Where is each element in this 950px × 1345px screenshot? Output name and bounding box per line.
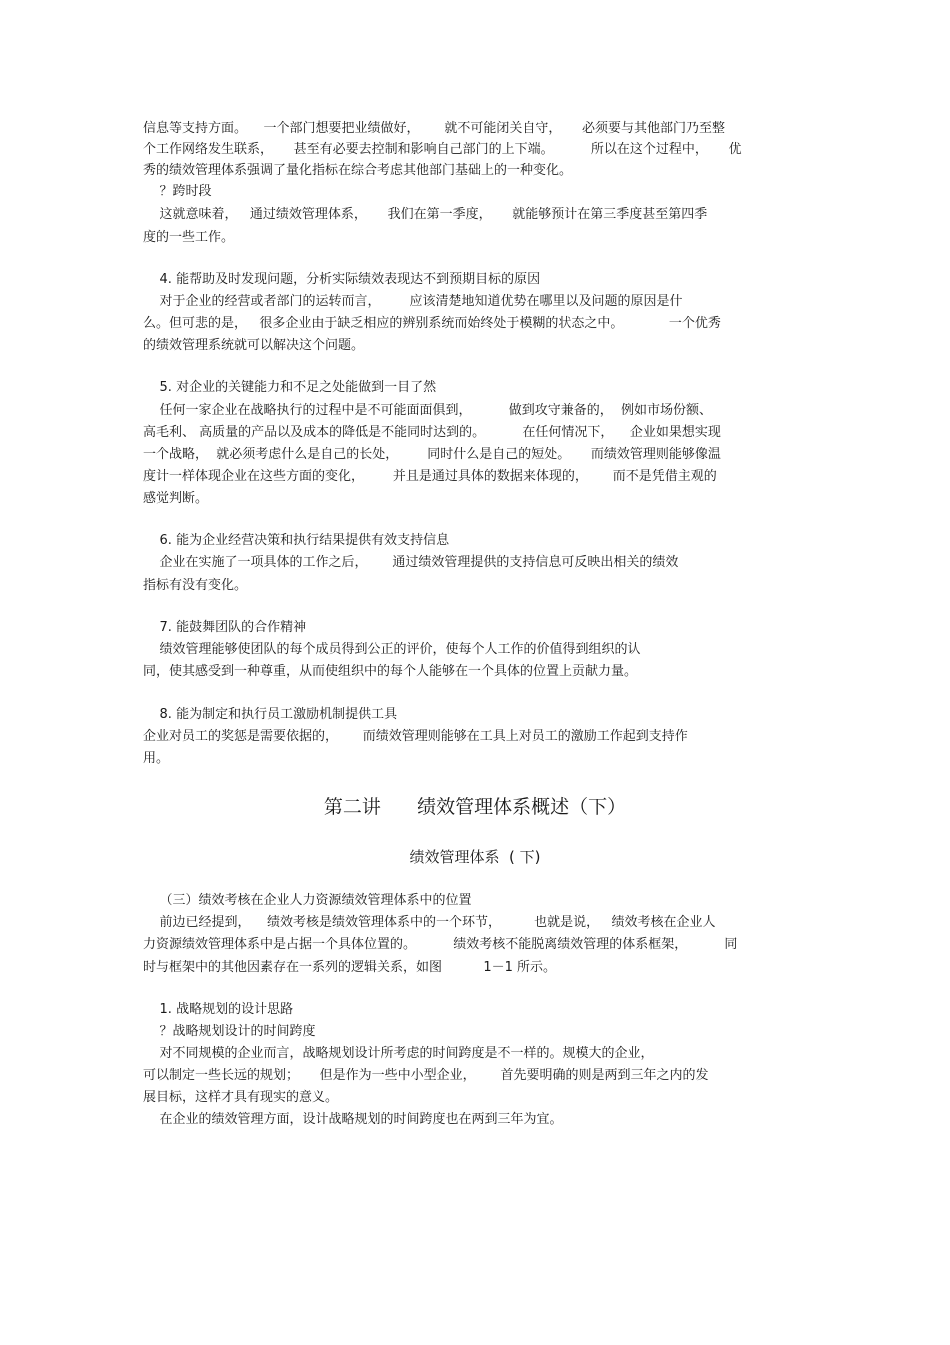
text-line: 企业对员工的奖惩是需要依据的， 而绩效管理则能够在工具上对员工的激励工作起到支持作 <box>143 729 688 744</box>
text-line: 时与框架中的其他因素存在一系列的逻辑关系，如图 1－1 所示。 <box>143 960 556 975</box>
text-line: 对于企业的经营或者部门的运转而言， 应该清楚地知道优势在哪里以及问题的原因是什 <box>143 294 683 309</box>
text-line: 任何一家企业在战略执行的过程中是不可能面面俱到， 做到攻守兼备的， 例如市场份额、 <box>143 403 712 418</box>
text-line: 一个战略， 就必须考虑什么是自己的长处， 同时什么是自己的短处。 而绩效管理则能够像温 <box>143 447 721 462</box>
text-line: 企业在实施了一项具体的工作之后， 通过绩效管理提供的支持信息可反映出相关的绩效 <box>143 555 679 570</box>
text-line: 力资源绩效管理体系中是占据一个具体位置的。 绩效考核不能脱离绩效管理的体系框架， 同 <box>143 937 738 952</box>
text-line: 对不同规模的企业而言，战略规划设计所考虑的时间跨度是不一样的。规模大的企业， <box>143 1046 654 1061</box>
text-line: 指标有没有变化。 <box>143 578 248 593</box>
text-line: 展目标，这样才具有现实的意义。 <box>143 1090 339 1105</box>
section-heading: 5. 对企业的关键能力和不足之处能做到一目了然 <box>143 380 437 395</box>
section-heading: 8. 能为制定和执行员工激励机制提供工具 <box>143 707 398 722</box>
text-line: 信息等支持方面。 一个部门想要把业绩做好， 就不可能闭关自守， 必须要与其他部门乃至整 <box>143 121 725 136</box>
text-line: ？战略规划设计的时间跨度 <box>143 1024 316 1039</box>
section-heading: 4. 能帮助及时发现问题，分析实际绩效表现达不到预期目标的原因 <box>143 272 541 287</box>
text-line: 高毛利、 高质量的产品以及成本的降低是不能同时达到的。 在任何情况下， 企业如果想实现 <box>143 425 721 440</box>
section-heading: （三）绩效考核在企业人力资源绩效管理体系中的位置 <box>143 893 472 908</box>
text-line: 同，使其感受到一种尊重，从而使组织中的每个人能够在一个具体的位置上贡献力量。 <box>143 664 638 679</box>
text-line: 个工作网络发生联系， 甚至有必要去控制和影响自己部门的上下端。 所以在这个过程中， 优 <box>143 142 742 157</box>
text-line: ？跨时段 <box>143 184 212 199</box>
text-line: 前边已经提到， 绩效考核是绩效管理体系中的一个环节， 也就是说， 绩效考核在企业人 <box>143 915 716 930</box>
section-heading: 6. 能为企业经营决策和执行结果提供有效支持信息 <box>143 533 450 548</box>
text-line: 用。 <box>143 751 170 766</box>
text-line: 感觉判断。 <box>143 491 209 506</box>
text-line: 么。但可悲的是， 很多企业由于缺乏相应的辨别系统而始终处于模糊的状态之中。 一个优秀 <box>143 316 721 331</box>
lecture-subtitle: 绩效管理体系 ( 下) <box>409 848 541 866</box>
text-line: 秀的绩效管理体系强调了量化指标在综合考虑其他部门基础上的一种变化。 <box>143 163 573 178</box>
text-line: 的绩效管理系统就可以解决这个问题。 <box>143 338 365 353</box>
section-heading: 7. 能鼓舞团队的合作精神 <box>143 620 307 635</box>
text-line: 度计一样体现企业在这些方面的变化， 并且是通过具体的数据来体现的， 而不是凭借主观的 <box>143 469 717 484</box>
text-line: 这就意味着， 通过绩效管理体系， 我们在第一季度， 就能够预计在第三季度甚至第四季 <box>143 207 708 222</box>
text-line: 在企业的绩效管理方面，设计战略规划的时间跨度也在两到三年为宜。 <box>143 1112 563 1127</box>
text-line: 度的一些工作。 <box>143 230 235 245</box>
section-heading: 1. 战略规划的设计思路 <box>143 1002 294 1017</box>
text-line: 绩效管理能够使团队的每个成员得到公正的评价，使每个人工作的价值得到组织的认 <box>143 642 641 657</box>
lecture-title: 第二讲 绩效管理体系概述（下） <box>323 796 627 818</box>
text-line: 可以制定一些长远的规划； 但是作为一些中小型企业， 首先要明确的则是两到三年之内的发 <box>143 1068 709 1083</box>
